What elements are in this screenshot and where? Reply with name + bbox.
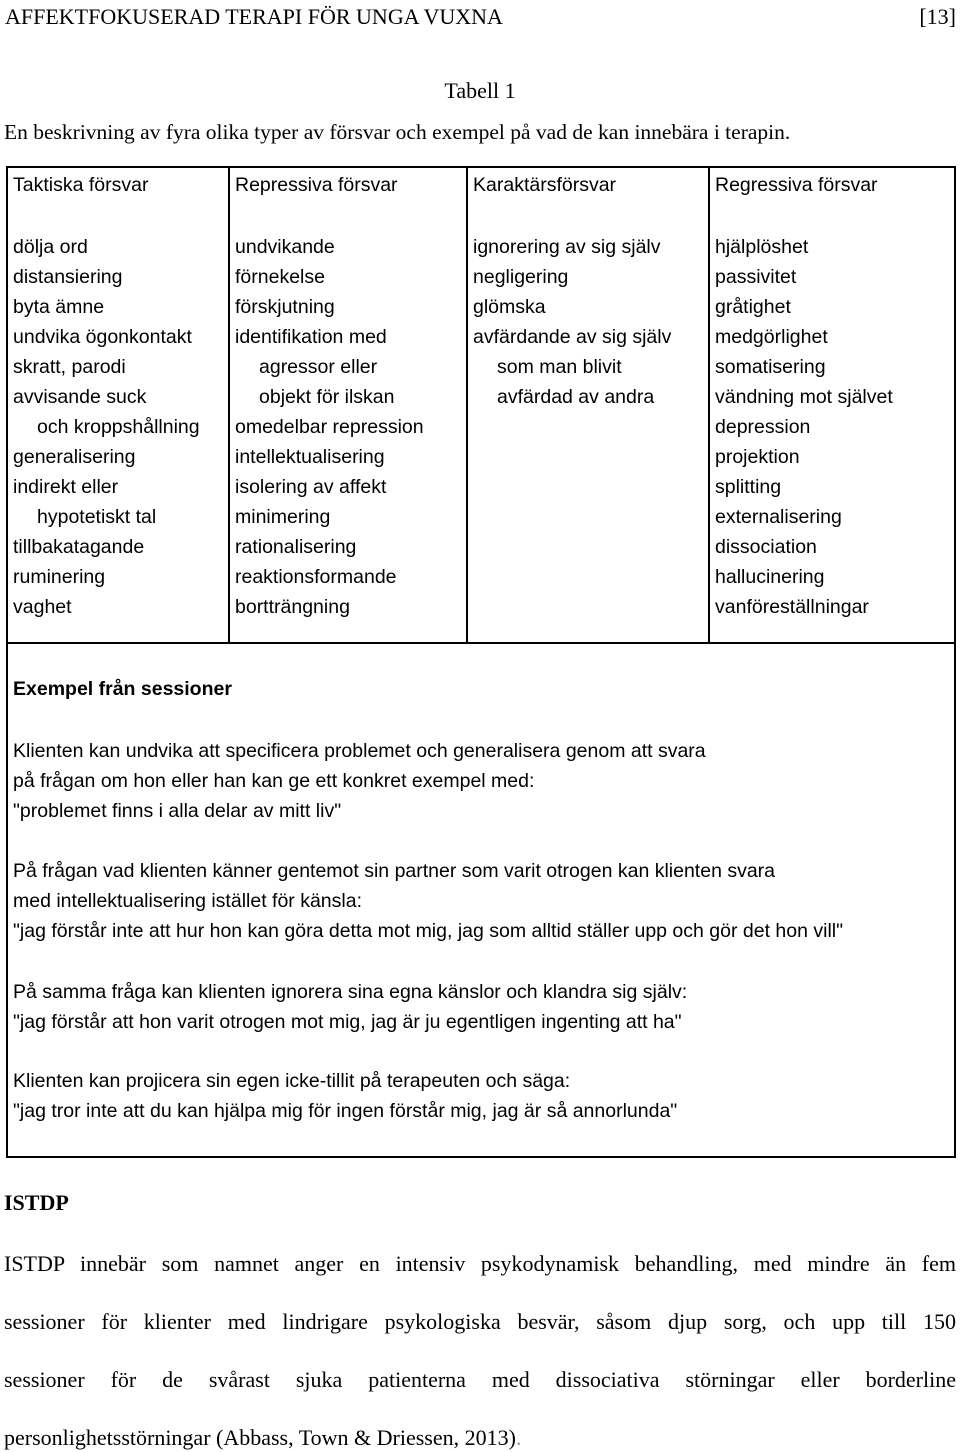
example-line: med intellektualisering istället för känsla: (13, 890, 363, 912)
list-item: vanföreställningar (715, 596, 869, 618)
list-item: bortträngning (235, 596, 350, 618)
column-items (13, 232, 200, 622)
list-item: vaghet (13, 596, 72, 618)
list-item: passivitet (715, 266, 797, 288)
list-item: omedelbar repression (235, 416, 424, 438)
column-items (235, 232, 424, 622)
body-text-line: sessioner för de svårast sjuka patienterna med dissociativa störningar eller borderline (4, 1367, 956, 1392)
list-item: minimering (235, 506, 331, 528)
example-line: Klienten kan projicera sin egen icke-tillit på terapeuten och säga: (13, 1070, 571, 1092)
body-text-line: sessioner för klienter med lindrigare psykologiska besvär, såsom djup sorg, och upp till 150 (4, 1309, 956, 1334)
list-item: och kroppshållning (37, 416, 200, 438)
list-item: som man blivit (497, 356, 622, 378)
list-item: vändning mot självet (715, 386, 893, 408)
list-item: reaktionsformande (235, 566, 397, 588)
list-item: objekt för ilskan (259, 386, 395, 408)
example-line: "jag förstår att hon varit otrogen mot mig, jag är ju egentligen ingenting att ha" (13, 1011, 682, 1033)
list-item: hjälplöshet (715, 236, 809, 258)
list-item: avvisande suck (13, 386, 147, 408)
example-line: "problemet finns i alla delar av mitt liv" (13, 800, 342, 822)
example-line: "jag tror inte att du kan hjälpa mig för ingen förstår mig, jag är så annorlunda" (13, 1100, 678, 1122)
example-line: Klienten kan undvika att specificera problemet och generalisera genom att svara (13, 740, 706, 762)
column-header: Karaktärsförsvar (473, 174, 617, 196)
list-item: splitting (715, 476, 782, 498)
trailing-period: . (515, 1425, 522, 1450)
list-item: hallucinering (715, 566, 825, 588)
examples-box (6, 644, 956, 1158)
list-item: ruminering (13, 566, 106, 588)
column-tactical (8, 168, 228, 642)
list-item: projektion (715, 446, 800, 468)
body-text-last: personlighetsstörningar (Abbass, Town & Driessen, 2013) (4, 1425, 516, 1450)
list-item: undvika ögonkontakt (13, 326, 192, 348)
column-character (466, 168, 708, 642)
list-item: indirekt eller (13, 476, 119, 498)
list-item: förskjutning (235, 296, 335, 318)
list-item: gråtighet (715, 296, 791, 318)
defense-table (6, 166, 956, 644)
list-item: medgörlighet (715, 326, 828, 348)
list-item: avfärdad av andra (497, 386, 655, 408)
list-item: generalisering (13, 446, 136, 468)
table-label: Tabell 1 (444, 78, 516, 103)
column-regressive (708, 168, 954, 642)
list-item: byta ämne (13, 296, 105, 318)
list-item: depression (715, 416, 811, 438)
section-heading: ISTDP (4, 1190, 69, 1215)
example-paragraph (13, 1066, 677, 1126)
column-repressive (228, 168, 466, 642)
example-line: På frågan vad klienten känner gentemot sin partner som varit otrogen kan klienten svara (13, 860, 776, 882)
list-item: glömska (473, 296, 546, 318)
running-header (5, 4, 956, 32)
example-line: "jag förstår inte att hur hon kan göra detta mot mig, jag som alltid ställer upp och gör det hon vill" (13, 920, 844, 942)
list-item: undvikande (235, 236, 335, 258)
list-item: skratt, parodi (13, 356, 126, 378)
example-paragraph (13, 736, 706, 826)
list-item: förnekelse (235, 266, 325, 288)
list-item: isolering av affekt (235, 476, 387, 498)
list-item: tillbakatagande (13, 536, 145, 558)
list-item: negligering (473, 266, 569, 288)
list-item: identifikation med (235, 326, 387, 348)
list-item: externalisering (715, 506, 842, 528)
list-item: rationalisering (235, 536, 357, 558)
running-header-title: AFFEKTFOKUSERAD TERAPI FÖR UNGA VUXNA (5, 4, 503, 29)
example-line: på frågan om hon eller han kan ge ett konkret exempel med: (13, 770, 535, 792)
list-item: agressor eller (259, 356, 378, 378)
list-item: hypotetiskt tal (37, 506, 157, 528)
examples-title: Exempel från sessioner (13, 678, 232, 700)
example-line: På samma fråga kan klienten ignorera sina egna känslor och klandra sig själv: (13, 981, 688, 1003)
list-item: dissociation (715, 536, 817, 558)
list-item: distansiering (13, 266, 123, 288)
list-item: dölja ord (13, 236, 88, 258)
list-item: avfärdande av sig själv (473, 326, 672, 348)
column-header: Repressiva försvar (235, 174, 398, 196)
example-paragraph (13, 977, 687, 1037)
body-text-line (4, 1424, 956, 1452)
column-header: Regressiva försvar (715, 174, 878, 196)
body-text-line: ISTDP innebär som namnet anger en intensiv psykodynamisk behandling, med mindre än fem (4, 1251, 956, 1276)
example-paragraph (13, 856, 843, 946)
column-items (473, 232, 671, 412)
table-caption: En beskrivning av fyra olika typer av försvar och exempel på vad de kan innebära i terapin. (4, 120, 791, 144)
list-item: somatisering (715, 356, 826, 378)
list-item: ignorering av sig själv (473, 236, 661, 258)
page-number: [13] (919, 4, 956, 29)
column-header: Taktiska försvar (13, 174, 149, 196)
column-items (715, 232, 893, 622)
list-item: intellektualisering (235, 446, 385, 468)
